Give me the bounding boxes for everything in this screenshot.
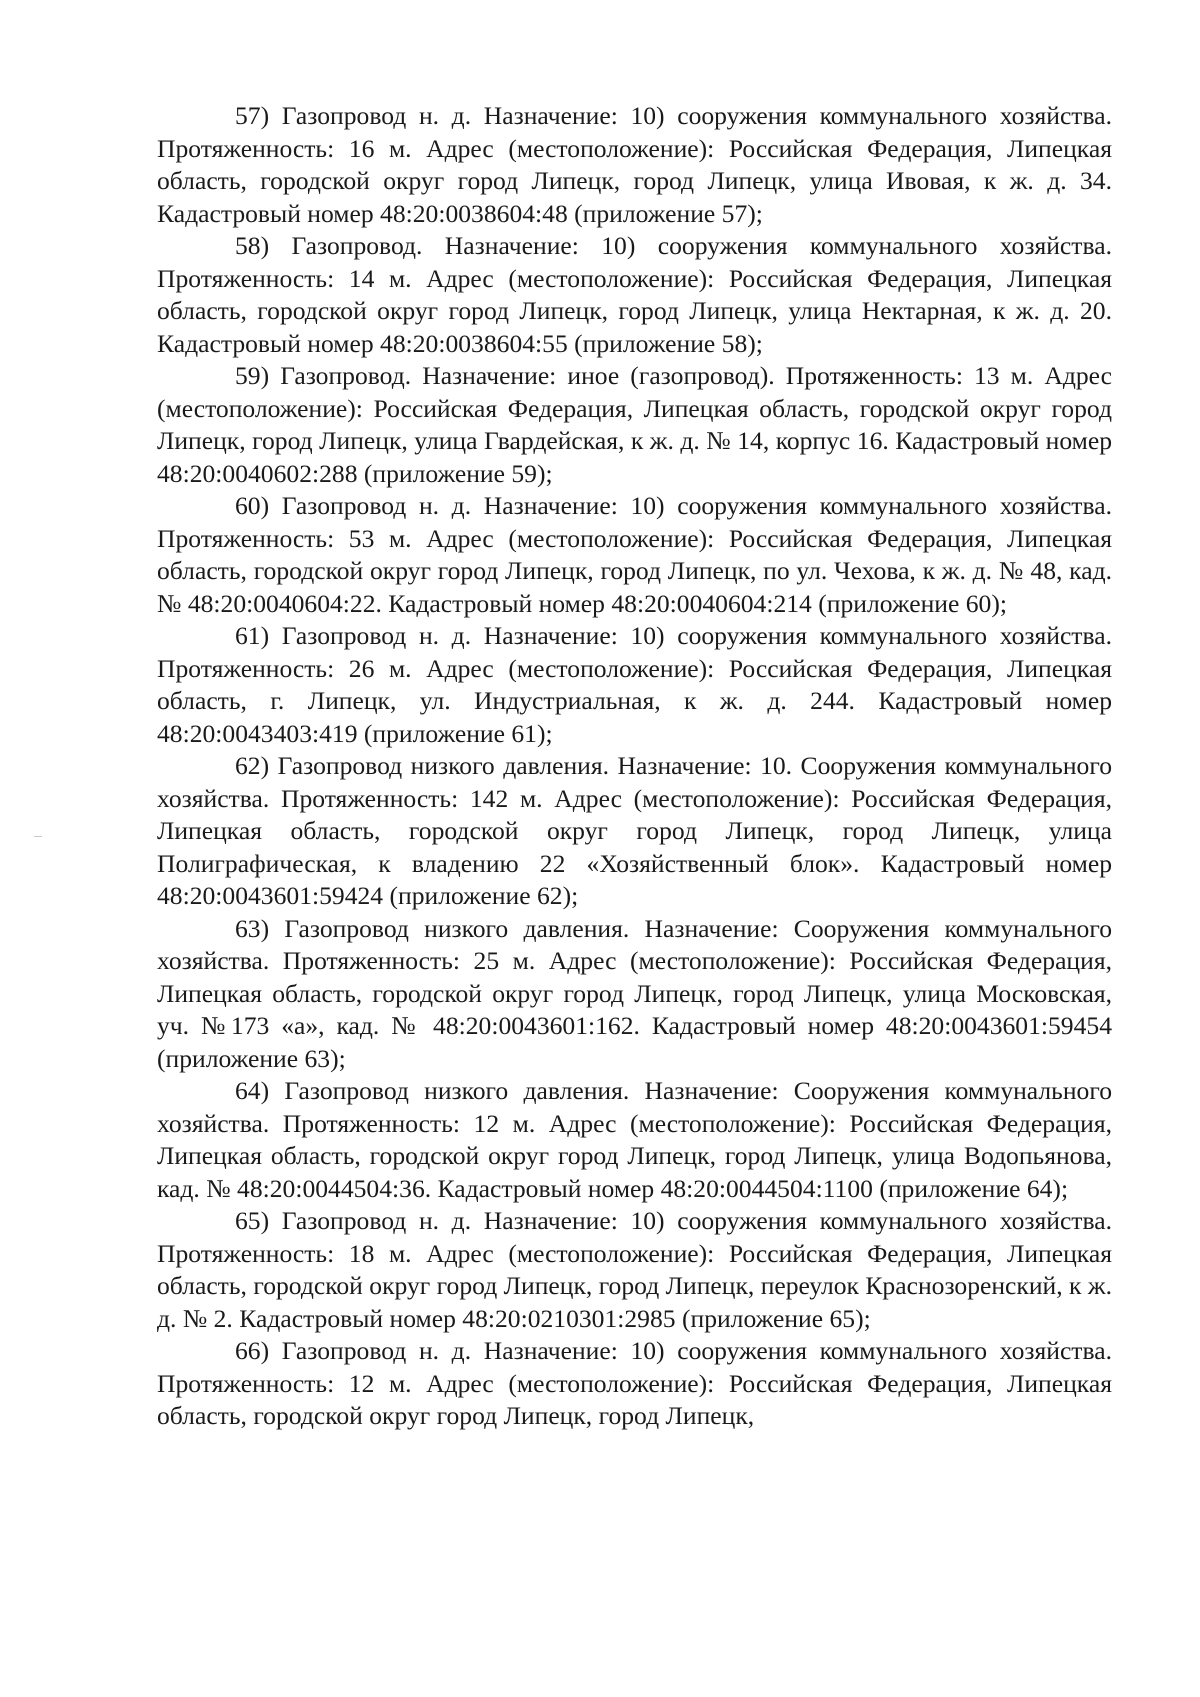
list-item: 58) Газопровод. Назначение: 10) сооружения коммунального хозяйства. Протяженность: 14 м. Адрес (местоположение): Российская Федерация, Липецкая область, городской округ город Липецк, город Липецк, улица Нектарная, к ж. д. 20. Кадастровый номер 48:20:0038604:55 (приложение 58);: [157, 231, 1112, 358]
list-item: 66) Газопровод н. д. Назначение: 10) сооружения коммунального хозяйства. Протяженность: 12 м. Адрес (местоположение): Российская Федерация, Липецкая область, городской округ город Липецк, город Липецк,: [157, 1336, 1112, 1430]
list-item: 57) Газопровод н. д. Назначение: 10) сооружения коммунального хозяйства. Протяженность: 16 м. Адрес (местоположение): Российская Федерация, Липецкая область, городской округ город Липецк, город Липецк, улица Ивовая, к ж. д. 34. Кадастровый номер 48:20:0038604:48 (приложение 57);: [157, 101, 1112, 228]
list-item: 63) Газопровод низкого давления. Назначение: Сооружения коммунального хозяйства. Протяженность: 25 м. Адрес (местоположение): Российская Федерация, Липецкая область, городской округ город Липецк, город Липецк, улица Московская, уч. №173 «а», кад. № 48:20:0043601:162. Кадастровый номер 48:20:0043601:59454 (приложение 63);: [157, 913, 1112, 1073]
list-item: 59) Газопровод. Назначение: иное (газопровод). Протяженность: 13 м. Адрес (местоположение): Российская Федерация, Липецкая область, городской округ город Липецк, город Липецк, улица Гвардейская, к ж. д. № 14, корпус 16. Кадастровый номер 48:20:0040602:288 (приложение 59);: [157, 361, 1112, 488]
document-body: [157, 100, 1112, 1433]
list-item: 62) Газопровод низкого давления. Назначение: 10. Сооружения коммунального хозяйства. Протяженность: 142 м. Адрес (местоположение): Российская Федерация, Липецкая область, городской округ город Липецк, город Липецк, улица Полиграфическая, к владению 22 «Хозяйственный блок». Кадастровый номер 48:20:0043601:59424 (приложение 62);: [157, 751, 1112, 910]
scan-speck: [34, 836, 42, 837]
list-item: 61) Газопровод н. д. Назначение: 10) сооружения коммунального хозяйства. Протяженность: 26 м. Адрес (местоположение): Российская Федерация, Липецкая область, г. Липецк, ул. Индустриальная, к ж. д. 244. Кадастровый номер 48:20:0043403:419 (приложение 61);: [157, 621, 1112, 748]
list-item: 65) Газопровод н. д. Назначение: 10) сооружения коммунального хозяйства. Протяженность: 18 м. Адрес (местоположение): Российская Федерация, Липецкая область, городской округ город Липецк, город Липецк, переулок Краснозоренский, к ж. д. № 2. Кадастровый номер 48:20:0210301:2985 (приложение 65);: [157, 1206, 1112, 1333]
list-item: 60) Газопровод н. д. Назначение: 10) сооружения коммунального хозяйства. Протяженность: 53 м. Адрес (местоположение): Российская Федерация, Липецкая область, городской округ город Липецк, город Липецк, по ул. Чехова, к ж. д. № 48, кад. № 48:20:0040604:22. Кадастровый номер 48:20:0040604:214 (приложение 60);: [157, 491, 1112, 618]
list-item: 64) Газопровод низкого давления. Назначение: Сооружения коммунального хозяйства. Протяженность: 12 м. Адрес (местоположение): Российская Федерация, Липецкая область, городской округ город Липецк, город Липецк, улица Водопьянова, кад. № 48:20:0044504:36. Кадастровый номер 48:20:0044504:1100 (приложение 64);: [157, 1076, 1112, 1203]
